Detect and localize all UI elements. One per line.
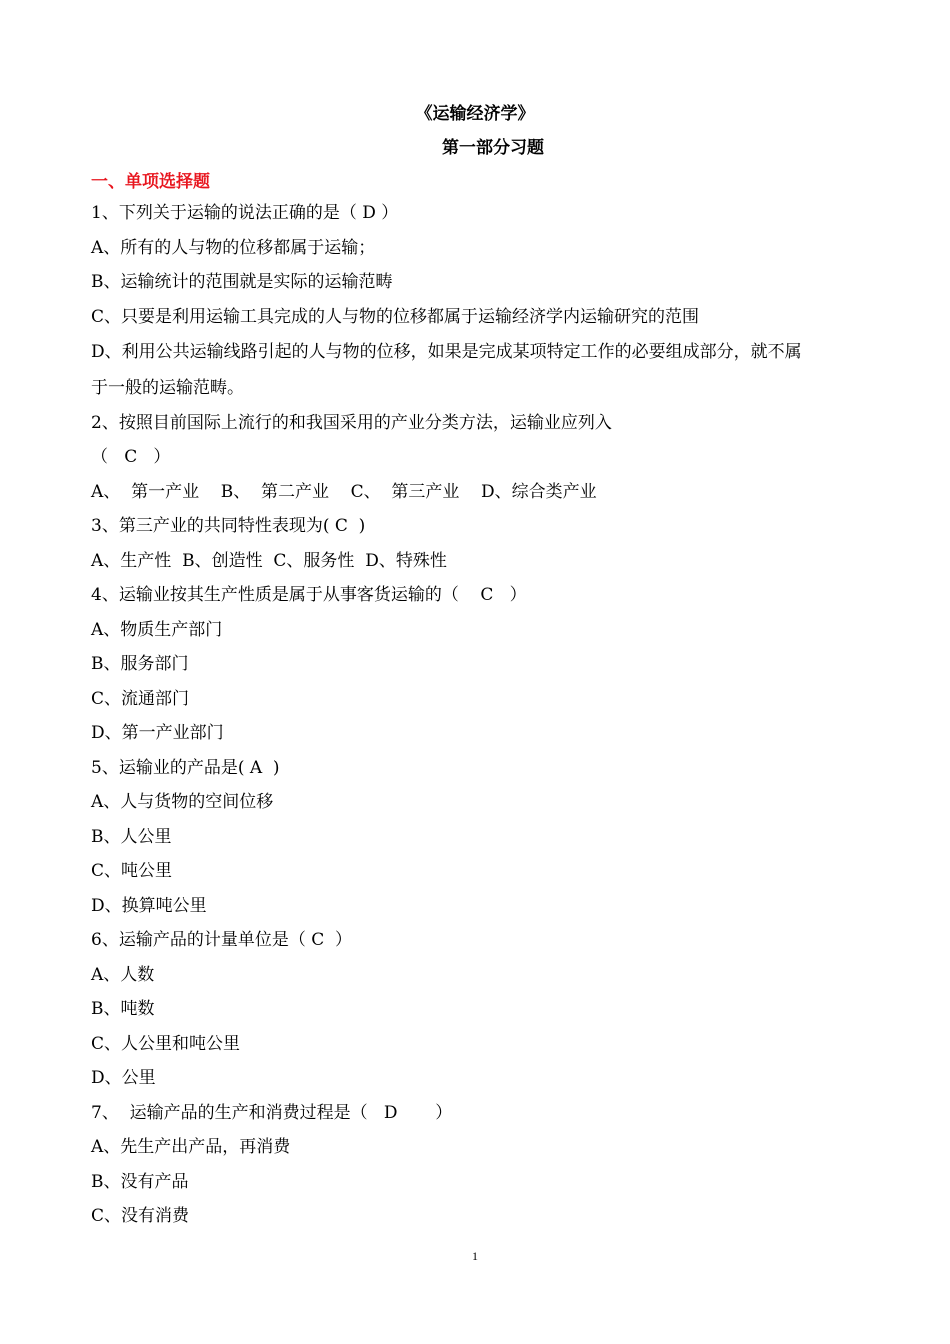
- page-number: 1: [472, 1249, 478, 1263]
- question-4-option-c: C、流通部门: [91, 689, 190, 709]
- question-1-option-a: A、所有的人与物的位移都属于运输；: [91, 238, 376, 258]
- question-5-option-b: B、人公里: [91, 827, 172, 847]
- question-1-option-d-cont: 于一般的运输范畴。: [91, 378, 244, 398]
- question-4: 4、运输业按其生产性质是属于从事客货运输的（ C ）: [91, 585, 527, 605]
- question-4-option-a: A、物质生产部门: [91, 620, 223, 640]
- question-6-option-b: B、吨数: [91, 999, 155, 1019]
- question-5-option-d: D、换算吨公里: [91, 896, 207, 916]
- document-title: 《运输经济学》: [415, 104, 535, 124]
- question-3: 3、第三产业的共同特性表现为( C ): [91, 516, 366, 536]
- question-1: 1、下列关于运输的说法正确的是（ D ）: [91, 203, 399, 223]
- question-7-option-a: A、先生产出产品，再消费: [91, 1137, 291, 1157]
- question-5: 5、运输业的产品是( A ): [91, 758, 280, 778]
- question-1-option-b: B、运输统计的范围就是实际的运输范畴: [91, 272, 393, 292]
- question-3-options: A、生产性 B、创造性 C、服务性 D、特殊性: [91, 551, 447, 571]
- question-6-option-d: D、公里: [91, 1068, 156, 1088]
- question-2: 2、按照目前国际上流行的和我国采用的产业分类方法，运输业应列入: [91, 413, 612, 433]
- question-4-option-b: B、服务部门: [91, 654, 189, 674]
- section-heading: 一、单项选择题: [91, 172, 210, 192]
- question-7-option-b: B、没有产品: [91, 1172, 189, 1192]
- question-7: 7、 运输产品的生产和消费过程是（ D ）: [91, 1103, 453, 1123]
- question-6: 6、运输产品的计量单位是（ C ）: [91, 930, 353, 950]
- document-subtitle: 第一部分习题: [442, 138, 544, 158]
- question-1-option-d: D、利用公共运输线路引起的人与物的位移，如果是完成某项特定工作的必要组成部分，就不属: [91, 342, 802, 362]
- question-5-option-c: C、吨公里: [91, 861, 173, 881]
- question-2-answer: （ C ）: [91, 447, 171, 467]
- question-2-options: A、 第一产业 B、 第二产业 C、 第三产业 D、综合类产业: [91, 482, 597, 502]
- question-6-option-c: C、人公里和吨公里: [91, 1034, 241, 1054]
- question-6-option-a: A、人数: [91, 965, 155, 985]
- question-7-option-c: C、没有消费: [91, 1206, 190, 1226]
- question-4-option-d: D、第一产业部门: [91, 723, 224, 743]
- question-1-option-c: C、只要是利用运输工具完成的人与物的位移都属于运输经济学内运输研究的范围: [91, 307, 700, 327]
- question-5-option-a: A、人与货物的空间位移: [91, 792, 274, 812]
